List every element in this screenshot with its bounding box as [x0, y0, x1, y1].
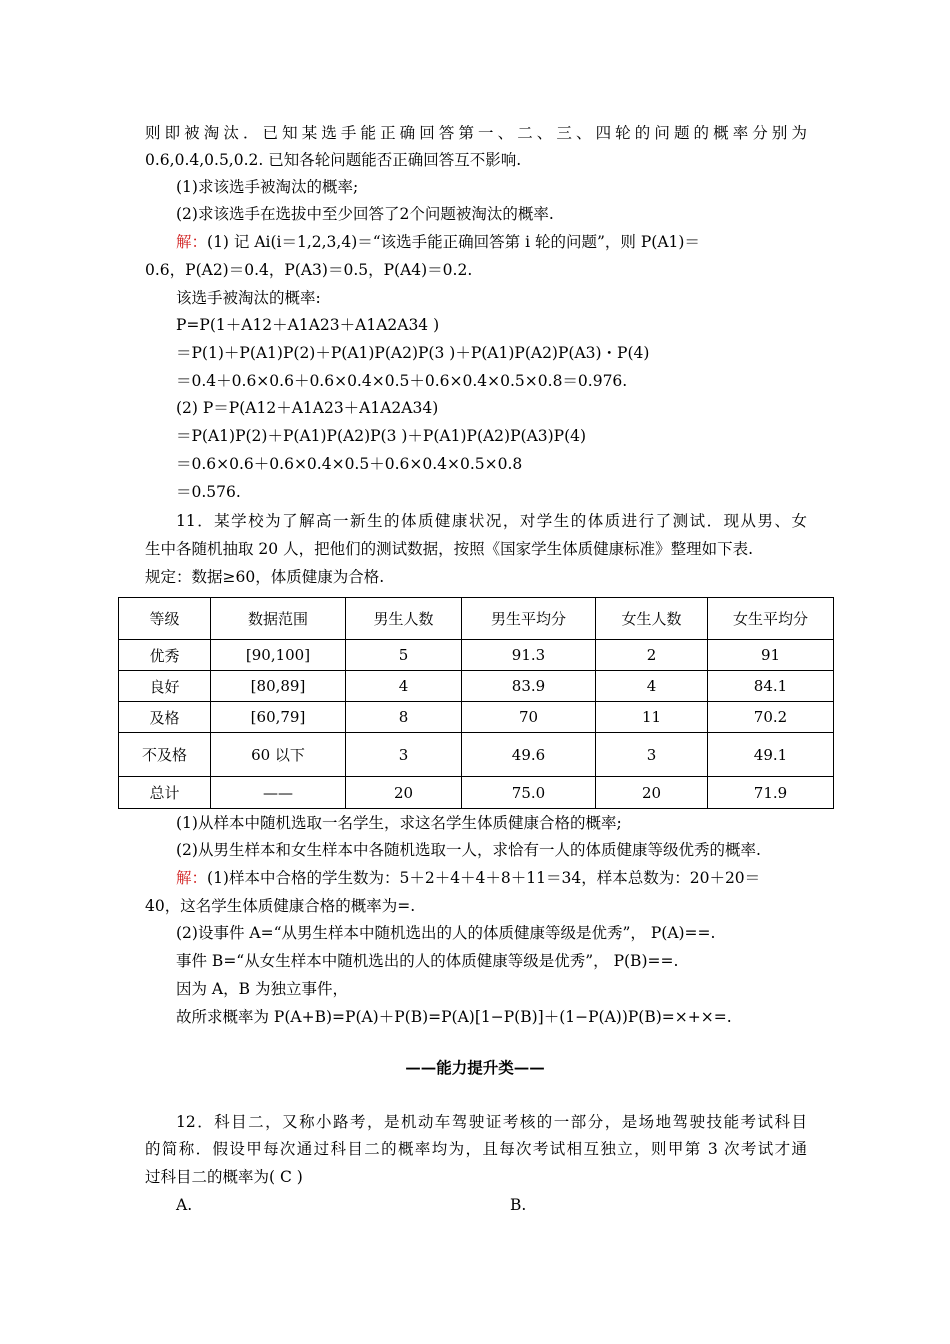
table-cell: 83.9 — [462, 671, 596, 702]
text-line: (2)从男生样本和女生样本中各随机选取一人，求恰有一人的体质健康等级优秀的概率. — [176, 841, 761, 859]
table-cell: —— — [211, 777, 346, 809]
table-cell: 70 — [462, 702, 596, 733]
problem-12-line: 过科目二的概率为( C ) — [145, 1168, 303, 1186]
formula-line: ＝0.6×0.6＋0.6×0.4×0.5＋0.6×0.4×0.5×0.8 — [176, 455, 523, 473]
header-cell: 男生平均分 — [462, 598, 596, 640]
table-cell: 总计 — [119, 777, 211, 809]
text-line: 40，这名学生体质健康合格的概率为=. — [145, 897, 416, 915]
table-cell: 良好 — [119, 671, 211, 702]
header-cell: 男生人数 — [346, 598, 462, 640]
text-line: (1)求该选手被淘汰的概率; — [176, 178, 359, 196]
problem-11-line: 11．某学校为了解高一新生的体质健康状况，对学生的体质进行了测试．现从男、女 — [176, 512, 807, 530]
table-row — [119, 733, 834, 777]
formula-line: ＝0.4＋0.6×0.6＋0.6×0.4×0.5＋0.6×0.4×0.5×0.8＝0.976. — [176, 372, 628, 390]
table-cell: 4 — [346, 671, 462, 702]
problem-12-line: 的简称．假设甲每次通过科目二的概率均为，且每次考试相互独立，则甲第 3 次考试才通 — [145, 1140, 807, 1158]
table-cell: 84.1 — [708, 671, 834, 702]
header-cell: 女生人数 — [596, 598, 708, 640]
solution-label: 解： — [176, 869, 208, 887]
table-cell: 20 — [596, 777, 708, 809]
formula-line: ＝0.576. — [176, 483, 241, 501]
solution-text: (1)样本中合格的学生数为：5＋2＋4＋4＋8＋11＝34，样本总数为：20＋20＝ — [207, 869, 761, 887]
table-cell: 91 — [708, 640, 834, 671]
table-cell: 91.3 — [462, 640, 596, 671]
table-cell: [80,89] — [211, 671, 346, 702]
text-line: (2)设事件 A=“从男生样本中随机选出的人的体质健康等级是优秀”， P(A)==. — [176, 924, 716, 942]
formula-line: ＝P(1)＋P(A1)P(2)＋P(A1)P(A2)P(3 )＋P(A1)P(A2)P(A3)・P(4) — [176, 344, 650, 362]
text-line: 故所求概率为 P(A+B)=P(A)＋P(B)=P(A)[1−P(B)]＋(1−P(A))P(B)=×+×=. — [176, 1008, 732, 1026]
table-cell: 49.6 — [462, 733, 596, 777]
table-cell: 11 — [596, 702, 708, 733]
text-line: 因为 A，B 为独立事件， — [176, 980, 348, 998]
option-a: A. — [176, 1196, 193, 1214]
table-cell: 3 — [596, 733, 708, 777]
table-cell: 8 — [346, 702, 462, 733]
problem-11-line: 生中各随机抽取 20 人，把他们的测试数据，按照《国家学生体质健康标准》整理如下表. — [145, 540, 754, 558]
solution-line — [176, 867, 760, 889]
table-cell: 优秀 — [119, 640, 211, 671]
table-row — [119, 671, 834, 702]
solution-label: 解： — [176, 233, 208, 251]
table-cell: 49.1 — [708, 733, 834, 777]
table-cell: 71.9 — [708, 777, 834, 809]
text-line: (2)求该选手在选拔中至少回答了2个问题被淘汰的概率. — [176, 205, 554, 223]
table-cell: 5 — [346, 640, 462, 671]
table-cell: 2 — [596, 640, 708, 671]
option-b: B. — [510, 1196, 527, 1214]
table-row — [119, 702, 834, 733]
text-line: 0.6，P(A2)＝0.4，P(A3)＝0.5，P(A4)＝0.2. — [145, 261, 473, 279]
text-line: 0.6,0.4,0.5,0.2. 已知各轮问题能否正确回答互不影响. — [145, 151, 522, 169]
formula-line: (2) P＝P(A12＋A1A23＋A1A2A34) — [176, 399, 439, 417]
header-cell: 数据范围 — [211, 598, 346, 640]
table-cell: 及格 — [119, 702, 211, 733]
table-cell: 20 — [346, 777, 462, 809]
table-cell: 3 — [346, 733, 462, 777]
table-cell: 75.0 — [462, 777, 596, 809]
table-cell: 70.2 — [708, 702, 834, 733]
table-row — [119, 640, 834, 671]
table-cell: [90,100] — [211, 640, 346, 671]
problem-11-line: 规定：数据≥60，体质健康为合格. — [145, 568, 385, 586]
header-cell: 等级 — [119, 598, 211, 640]
table-cell: 不及格 — [119, 733, 211, 777]
text-line: 则即被淘汰．已知某选手能正确回答第一、二、三、四轮的问题的概率分别为 — [145, 124, 807, 142]
table-cell: [60,79] — [211, 702, 346, 733]
table-cell: 60 以下 — [211, 733, 346, 777]
formula-line: ＝P(A1)P(2)＋P(A1)P(A2)P(3 )＋P(A1)P(A2)P(A3)P(4) — [176, 427, 587, 445]
table-header-row — [119, 598, 834, 640]
formula-line: P=P(1＋A12＋A1A23＋A1A2A34 ) — [176, 316, 440, 334]
problem-12-line: 12．科目二，又称小路考，是机动车驾驶证考核的一部分，是场地驾驶技能考试科目 — [176, 1113, 807, 1131]
solution-line — [176, 231, 700, 253]
solution-text: (1) 记 Ai(i＝1,2,3,4)＝“该选手能正确回答第 i 轮的问题”，则 P(A1)＝ — [207, 233, 700, 251]
fitness-table — [118, 597, 834, 809]
table-row — [119, 777, 834, 809]
header-cell: 女生平均分 — [708, 598, 834, 640]
text-line: 该选手被淘汰的概率: — [176, 289, 321, 307]
table-cell: 4 — [596, 671, 708, 702]
text-line: 事件 B=“从女生样本中随机选出的人的体质健康等级是优秀”， P(B)==. — [176, 952, 679, 970]
section-heading: ——能力提升类—— — [405, 1058, 545, 1077]
text-line: (1)从样本中随机选取一名学生，求这名学生体质健康合格的概率; — [176, 814, 622, 832]
